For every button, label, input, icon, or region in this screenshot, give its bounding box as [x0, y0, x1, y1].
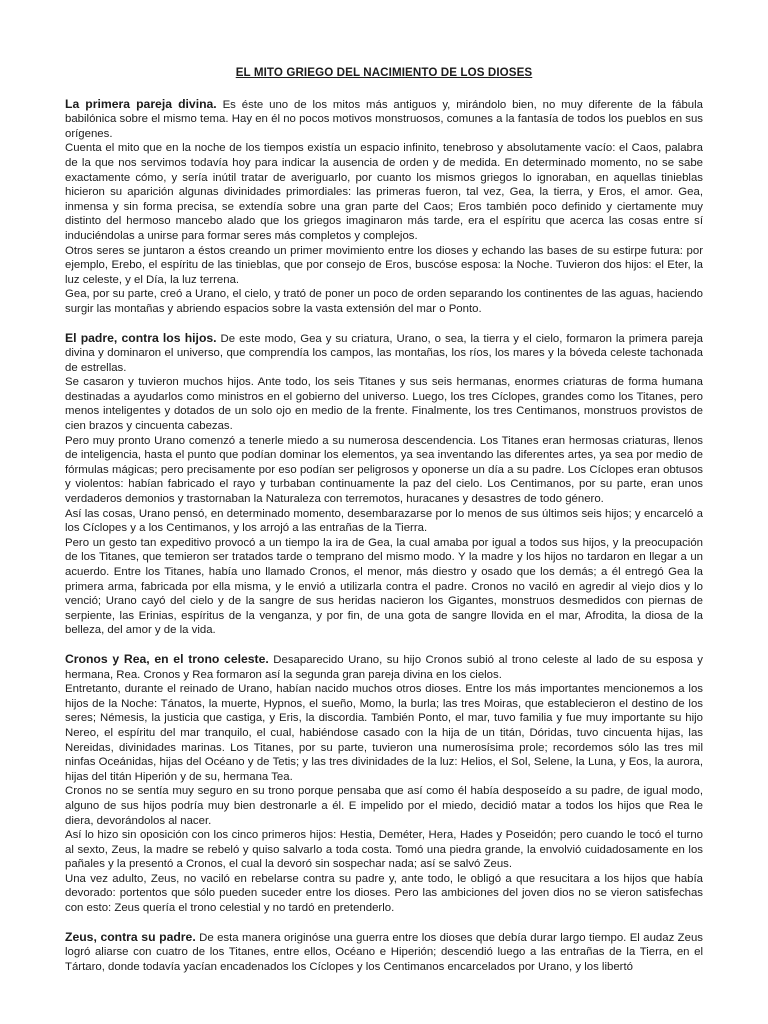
paragraph [65, 930, 703, 975]
paragraph: Se casaron y tuvieron muchos hijos. Ante todo, los seis Titanes y sus seis hermanas, enormes criaturas de forma humana destinadas a ayudarlos como ministros en el gobierno del universo. Luego, los tres Cíclopes, grandes como los Titanes, pero menos inteligentes y dotados de un solo ojo en medio de la frente. Finalmente, los tres Centimanos, monstruos provistos de cien brazos y cincuenta cabezas. [65, 376, 703, 433]
section-padre-contra-hijos [65, 331, 703, 638]
section-heading: La primera pareja divina. [65, 96, 217, 111]
paragraph [65, 97, 703, 142]
paragraph [65, 652, 703, 682]
paragraph: Otros seres se juntaron a éstos creando un primer movimiento entre los dioses y echando las bases de su estirpe futura: por ejemplo, Erebo, el espíritu de las tinieblas, que por consejo de Eros, buscóse esposa: la Noche. Tuvieron dos hijos: el Eter, la luz celeste, y el Día, la luz terrena. [65, 244, 703, 286]
paragraph: Así las cosas, Urano pensó, en determinado momento, desembarazarse por lo menos de sus últimos seis hijos; y encarceló a los Cíclopes y a los Centimanos, y los arrojó a las entrañas de la Tierra. [65, 507, 703, 535]
paragraph: Gea, por su parte, creó a Urano, el cielo, y trató de poner un poco de orden separando los continentes de las aguas, haciendo surgir las montañas y abriendo espacios sobre la vasta extensión del mar o Ponto. [65, 288, 703, 315]
section-zeus-contra-padre [65, 930, 703, 975]
paragraph-text: Es éste uno de los mitos más antiguos y, mirándolo bien, no muy diferente de la fábula babilónica sobre el mismo tema. Hay en él no pocos motivos monstruosos, comunes a la fantasía de todos los pueblos en sus orígenes. [65, 98, 704, 140]
paragraph-text: Desaparecido Urano, su hijo Cronos subió al trono celeste al lado de su esposa y hermana, Rea. Cronos y Rea formaron así la segunda gran pareja divina en los cielos. [65, 653, 703, 681]
paragraph-text: De esta manera originóse una guerra entre los dioses que debía durar largo tiempo. El audaz Zeus logró aliarse con cuatro de los Titanes, entre ellos, Océano e Hiperión; descendió luego a las entrañas de la Tierra, en el Tártaro, donde todavía yacían encadenados los Cíclopes y los Centimanos encarcelados por Urano, y los libertó [65, 931, 703, 973]
paragraph: Cronos no se sentía muy seguro en su trono porque pensaba que así como él había desposeído a su padre, de igual modo, alguno de sus hijos podría muy bien destronarle a él. E impelido por el miedo, decidió matar a todos los hijos que Rea le diera, devorándolos al nacer. [65, 785, 703, 827]
section-primera-pareja [65, 97, 703, 317]
paragraph: Pero un gesto tan expeditivo provocó a un tiempo la ira de Gea, la cual amaba por igual a todos sus hijos, y la preocupación de los Titanes, que temieron ser tratados tarde o temprano del mismo modo. Y la madre y los hijos no tardaron en llegar a un acuerdo. Entre los Titanes, había uno llamado Cronos, el menor, más diestro y osado que los demás; a él entregó Gea la primera arma, fabricada por ella misma, y le envió a utilizarla contra el padre. Cronos no vaciló en agredir al viejo dios y lo venció; Urano cayó del cielo y de la sangre de sus heridas nacieron los Gigantes, monstruos desmedidos con piernas de serpiente, las Erinias, espíritus de la venganza, y por fin, de una gota de sangre llovida en el mar, Afrodita, la diosa de la belleza, del amor y de la vida. [65, 536, 703, 637]
document-title: EL MITO GRIEGO DEL NACIMIENTO DE LOS DIOSES [235, 66, 533, 79]
paragraph: Pero muy pronto Urano comenzó a tenerle miedo a su numerosa descendencia. Los Titanes eran hermosas criaturas, llenos de inteligencia, hasta el punto que podían dominar los elementos, ya sea inventando las diferentes artes, ya sea por medio de fórmulas mágicas; pero precisamente por eso podían ser peligrosos y oponerse un día a su padre. Los Cíclopes eran obtusos y violentos: habían fabricado el rayo y turbaban continuamente la paz del cielo. Los Centimanos, por su parte, eran unos verdaderos demonios y trastornaban la Naturaleza con terremotos, huracanes y desastres de todo género. [65, 434, 703, 506]
document-body [65, 66, 703, 988]
paragraph: Una vez adulto, Zeus, no vaciló en rebelarse contra su padre y, ante todo, le obligó a que resucitara a los hijos que había devorado: portentos que sólo pueden suceder entre los dioses. Pero las ambiciones del joven dios no se vieron satisfechas con esto: Zeus quería el trono celestial y no tardó en pretenderlo. [65, 872, 703, 915]
paragraph-text: De este modo, Gea y su criatura, Urano, o sea, la tierra y el cielo, formaron la primera pareja divina y dominaron el universo, que comprendía los campos, las montañas, los ríos, los mares y la bóveda celeste tachonada de estrellas. [65, 332, 703, 374]
paragraph: Entretanto, durante el reinado de Urano, habían nacido muchos otros dioses. Entre los más importantes mencionemos a los hijos de la Noche: Tánatos, la muerte, Hypnos, el sueño, Momo, la burla; las tres Moiras, que establecieron el destino de los seres; Némesis, la justicia que castiga, y Eris, la discordia. También Ponto, el mar, tuvo familia y fue muy importante su hijo Nereo, el espíritu del mar tranquilo, el cual, habiéndose casado con la hija de un titán, Dóridas, tuvo cincuenta hijas, las Nereidas, divinidades marinas. Los Titanes, por su parte, tuvieron una numerosísima prole; recordemos sólo las tres mil ninfas Oceánidas, hijas del Océano y de Tetis; y las tres divinidades de la luz: Helios, el Sol, Selene, la Luna, y Eos, la aurora, hijas del titán Hiperión y de su, hermana Tea. [65, 683, 703, 783]
paragraph [65, 331, 703, 376]
paragraph: Así lo hizo sin oposición con los cinco primeros hijos: Hestia, Deméter, Hera, Hades y Poseidón; pero cuando le tocó el turno al sexto, Zeus, la madre se rebeló y quiso salvarlo a toda costa. Tomó una piedra grande, la envolvió cuidadosamente en los pañales y la presentó a Cronos, el cual la devoró sin sospechar nada; así se salvó Zeus. [65, 829, 703, 871]
section-cronos-y-rea [65, 652, 703, 916]
section-heading: Cronos y Rea, en el trono celeste. [65, 651, 269, 666]
paragraph: Cuenta el mito que en la noche de los tiempos existía un espacio infinito, tenebroso y absolutamente vacío: el Caos, palabra de la que nos servimos todavía hoy para indicar la ausencia de orden y de medida. En determinado momento, no se sabe exactamente cómo, y sería inútil tratar de averiguarlo, por cuanto los mismos griegos lo ignoraban, en aquellas tinieblas hicieron su aparición algunas divinidades primordiales: las primeras fueron, tal vez, Gea, la tierra, y Eros, el amor. Gea, inmensa y sin forma precisa, se extendía sobre una gran parte del Caos; Eros también poco definido y ciertamente muy distinto del hermoso mancebo alado que los griegos imaginaron más tarde, era el espíritu que acerca las cosas entre sí induciéndolas a unirse para formar seres más completos y complejos. [65, 142, 703, 242]
section-heading: Zeus, contra su padre. [65, 929, 196, 944]
section-heading: El padre, contra los hijos. [65, 330, 217, 345]
